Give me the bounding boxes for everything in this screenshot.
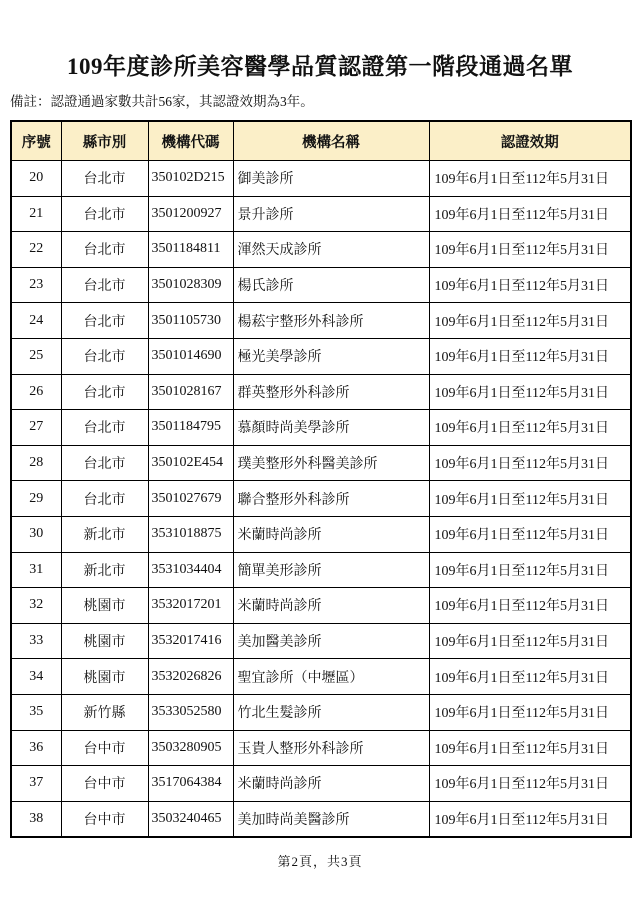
cell-name: 竹北生髮診所 bbox=[233, 694, 429, 730]
header-county: 縣市別 bbox=[61, 121, 148, 161]
cell-county: 台北市 bbox=[61, 267, 148, 303]
cell-code: 3501028309 bbox=[148, 267, 233, 303]
cell-validity: 109年6月1日至112年5月31日 bbox=[429, 801, 631, 837]
cell-code: 3501200927 bbox=[148, 196, 233, 232]
cell-validity: 109年6月1日至112年5月31日 bbox=[429, 552, 631, 588]
cell-code: 3501105730 bbox=[148, 303, 233, 339]
table-row bbox=[11, 374, 631, 410]
cell-code: 3501184811 bbox=[148, 232, 233, 268]
table-row bbox=[11, 161, 631, 197]
cell-seq: 31 bbox=[11, 552, 61, 588]
cell-name: 聯合整形外科診所 bbox=[233, 481, 429, 517]
page-title: 109年度診所美容醫學品質認證第一階段通過名單 bbox=[67, 54, 573, 79]
cell-code: 3501028167 bbox=[148, 374, 233, 410]
cell-validity: 109年6月1日至112年5月31日 bbox=[429, 481, 631, 517]
cell-seq: 37 bbox=[11, 766, 61, 802]
cell-code: 3517064384 bbox=[148, 766, 233, 802]
cell-county: 新北市 bbox=[61, 552, 148, 588]
cell-name: 璞美整形外科醫美診所 bbox=[233, 445, 429, 481]
cell-code: 3531018875 bbox=[148, 516, 233, 552]
cell-name: 慕顏時尚美學診所 bbox=[233, 410, 429, 446]
cell-seq: 23 bbox=[11, 267, 61, 303]
cell-county: 桃園市 bbox=[61, 659, 148, 695]
cell-county: 桃園市 bbox=[61, 623, 148, 659]
cell-validity: 109年6月1日至112年5月31日 bbox=[429, 588, 631, 624]
cell-name: 極光美學診所 bbox=[233, 338, 429, 374]
table-header-row bbox=[11, 121, 631, 161]
header-name: 機構名稱 bbox=[233, 121, 429, 161]
cell-code: 350102D215 bbox=[148, 161, 233, 197]
cell-seq: 26 bbox=[11, 374, 61, 410]
table-row bbox=[11, 267, 631, 303]
table-row bbox=[11, 623, 631, 659]
header-seq: 序號 bbox=[11, 121, 61, 161]
cell-seq: 27 bbox=[11, 410, 61, 446]
cell-code: 3531034404 bbox=[148, 552, 233, 588]
cell-code: 3503240465 bbox=[148, 801, 233, 837]
table-row bbox=[11, 196, 631, 232]
cell-seq: 25 bbox=[11, 338, 61, 374]
cell-validity: 109年6月1日至112年5月31日 bbox=[429, 516, 631, 552]
cell-validity: 109年6月1日至112年5月31日 bbox=[429, 196, 631, 232]
cell-name: 米蘭時尚診所 bbox=[233, 516, 429, 552]
cell-seq: 20 bbox=[11, 161, 61, 197]
cell-county: 台北市 bbox=[61, 481, 148, 517]
cell-code: 3503280905 bbox=[148, 730, 233, 766]
cell-code: 3532017201 bbox=[148, 588, 233, 624]
cell-county: 新竹縣 bbox=[61, 694, 148, 730]
cell-name: 美加時尚美醫診所 bbox=[233, 801, 429, 837]
cell-county: 台北市 bbox=[61, 338, 148, 374]
table-row bbox=[11, 552, 631, 588]
page-number: 第2頁，共3頁 bbox=[277, 854, 363, 870]
cell-name: 美加醫美診所 bbox=[233, 623, 429, 659]
cell-seq: 29 bbox=[11, 481, 61, 517]
certification-table bbox=[10, 120, 632, 838]
cell-county: 桃園市 bbox=[61, 588, 148, 624]
cell-name: 聖宜診所（中壢區） bbox=[233, 659, 429, 695]
cell-validity: 109年6月1日至112年5月31日 bbox=[429, 161, 631, 197]
table-row bbox=[11, 730, 631, 766]
cell-seq: 28 bbox=[11, 445, 61, 481]
cell-validity: 109年6月1日至112年5月31日 bbox=[429, 694, 631, 730]
cell-county: 台北市 bbox=[61, 196, 148, 232]
table-row bbox=[11, 481, 631, 517]
cell-county: 台北市 bbox=[61, 374, 148, 410]
cell-validity: 109年6月1日至112年5月31日 bbox=[429, 338, 631, 374]
cell-county: 台中市 bbox=[61, 766, 148, 802]
cell-name: 楊菘宇整形外科診所 bbox=[233, 303, 429, 339]
cell-seq: 36 bbox=[11, 730, 61, 766]
cell-name: 楊氏診所 bbox=[233, 267, 429, 303]
cell-seq: 22 bbox=[11, 232, 61, 268]
cell-seq: 33 bbox=[11, 623, 61, 659]
cell-validity: 109年6月1日至112年5月31日 bbox=[429, 232, 631, 268]
table-row bbox=[11, 445, 631, 481]
table-row bbox=[11, 516, 631, 552]
cell-validity: 109年6月1日至112年5月31日 bbox=[429, 374, 631, 410]
note-text: 備註：認證通過家數共計56家，其認證效期為3年。 bbox=[10, 94, 314, 109]
cell-county: 台中市 bbox=[61, 730, 148, 766]
table-row bbox=[11, 588, 631, 624]
table-body bbox=[11, 161, 631, 838]
cell-validity: 109年6月1日至112年5月31日 bbox=[429, 766, 631, 802]
cell-name: 玉貴人整形外科診所 bbox=[233, 730, 429, 766]
cell-seq: 24 bbox=[11, 303, 61, 339]
cell-county: 台北市 bbox=[61, 445, 148, 481]
cell-name: 景升診所 bbox=[233, 196, 429, 232]
cell-code: 3501184795 bbox=[148, 410, 233, 446]
header-code: 機構代碼 bbox=[148, 121, 233, 161]
cell-seq: 32 bbox=[11, 588, 61, 624]
cell-name: 御美診所 bbox=[233, 161, 429, 197]
cell-name: 渾然天成診所 bbox=[233, 232, 429, 268]
cell-validity: 109年6月1日至112年5月31日 bbox=[429, 730, 631, 766]
cell-county: 台北市 bbox=[61, 303, 148, 339]
table-row bbox=[11, 659, 631, 695]
cell-validity: 109年6月1日至112年5月31日 bbox=[429, 410, 631, 446]
cell-seq: 34 bbox=[11, 659, 61, 695]
cell-county: 台中市 bbox=[61, 801, 148, 837]
cell-seq: 38 bbox=[11, 801, 61, 837]
cell-county: 台北市 bbox=[61, 232, 148, 268]
cell-code: 3532017416 bbox=[148, 623, 233, 659]
table-row bbox=[11, 303, 631, 339]
cell-code: 350102E454 bbox=[148, 445, 233, 481]
cell-validity: 109年6月1日至112年5月31日 bbox=[429, 445, 631, 481]
cell-county: 台北市 bbox=[61, 161, 148, 197]
cell-seq: 21 bbox=[11, 196, 61, 232]
cell-name: 群英整形外科診所 bbox=[233, 374, 429, 410]
cell-validity: 109年6月1日至112年5月31日 bbox=[429, 267, 631, 303]
cell-code: 3533052580 bbox=[148, 694, 233, 730]
cell-seq: 30 bbox=[11, 516, 61, 552]
table-row bbox=[11, 801, 631, 837]
cell-name: 米蘭時尚診所 bbox=[233, 766, 429, 802]
cell-name: 米蘭時尚診所 bbox=[233, 588, 429, 624]
cell-code: 3501027679 bbox=[148, 481, 233, 517]
header-validity: 認證效期 bbox=[429, 121, 631, 161]
table-row bbox=[11, 766, 631, 802]
cell-code: 3532026826 bbox=[148, 659, 233, 695]
table-row bbox=[11, 694, 631, 730]
table-row bbox=[11, 232, 631, 268]
cell-validity: 109年6月1日至112年5月31日 bbox=[429, 623, 631, 659]
cell-county: 台北市 bbox=[61, 410, 148, 446]
cell-code: 3501014690 bbox=[148, 338, 233, 374]
table-row bbox=[11, 410, 631, 446]
cell-seq: 35 bbox=[11, 694, 61, 730]
cell-name: 簡單美形診所 bbox=[233, 552, 429, 588]
table-row bbox=[11, 338, 631, 374]
cell-validity: 109年6月1日至112年5月31日 bbox=[429, 303, 631, 339]
cell-county: 新北市 bbox=[61, 516, 148, 552]
cell-validity: 109年6月1日至112年5月31日 bbox=[429, 659, 631, 695]
